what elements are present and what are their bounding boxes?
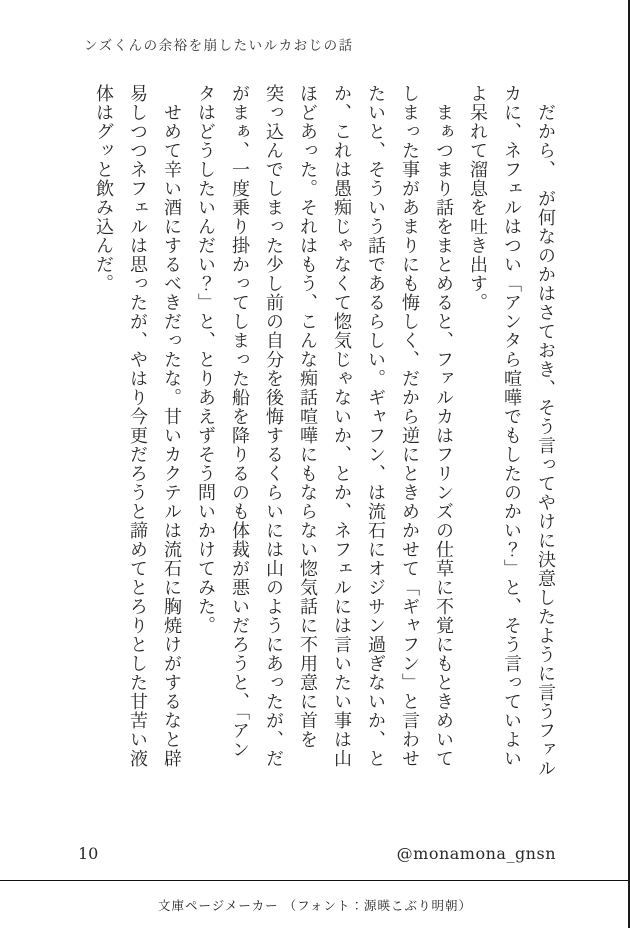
footer-generator-note: 文庫ページメーカー （フォント：源暎こぶり明朝）: [158, 898, 472, 913]
text-line: ほどあった。それはもう、こんな痴話喧嘩にもならない惚気話に不用意に首を: [297, 84, 318, 749]
text-line: 体はグッと飲み込んだ。: [93, 84, 114, 293]
text-line: 易しつつネフェルは思ったが、やはり今更だろうと諦めてとろりとした甘苦い液: [127, 84, 148, 768]
running-header-title: ンズくんの余裕を崩したいルカおじの話: [84, 38, 354, 54]
text-line: カに、ネフェルはつい「アンタら喧嘩でもしたのかい？」と、そう言っていよい: [501, 84, 522, 768]
text-line: まぁつまり話をまとめると、ファルカはフリンズの仕草に不覚にもときめいて: [433, 84, 454, 768]
text-line: よ呆れて溜息を吐き出す。: [467, 84, 488, 312]
text-line: せめて辛い酒にするべきだったな。甘いカクテルは流石に胸焼けがするなと辟: [161, 84, 182, 768]
author-handle: @monamona_gnsn: [396, 844, 556, 863]
text-line: がまぁ、一度乗り掛かってしまった船を降りるのも体裁が悪いだろうと、「アン: [229, 84, 250, 759]
footer-divider: [0, 880, 630, 881]
text-line: だから、 が何なのかはさておき、そう言ってやけに決意したように言うファル: [535, 84, 556, 778]
text-line: タはどうしたいんだい？」と、とりあえずそう問いかけてみた。: [195, 84, 216, 635]
text-line: か、これは愚痴じゃなくて惚気じゃないか、とか、ネフェルには言いたい事は山: [331, 84, 352, 768]
page-number: 10: [78, 844, 99, 863]
body-text: [86, 84, 562, 794]
text-line: 突っ込んでしまった少し前の自分を後悔するくらいには山のようにあったが、だ: [263, 84, 284, 768]
text-line: しまった事があまりにも悔しく、だから逆にときめかせて「ギャフン」と言わせ: [399, 84, 420, 768]
text-line: たいと、そういう話であるらしい。ギャフン、は流石にオジサン過ぎないか、と: [365, 84, 386, 768]
